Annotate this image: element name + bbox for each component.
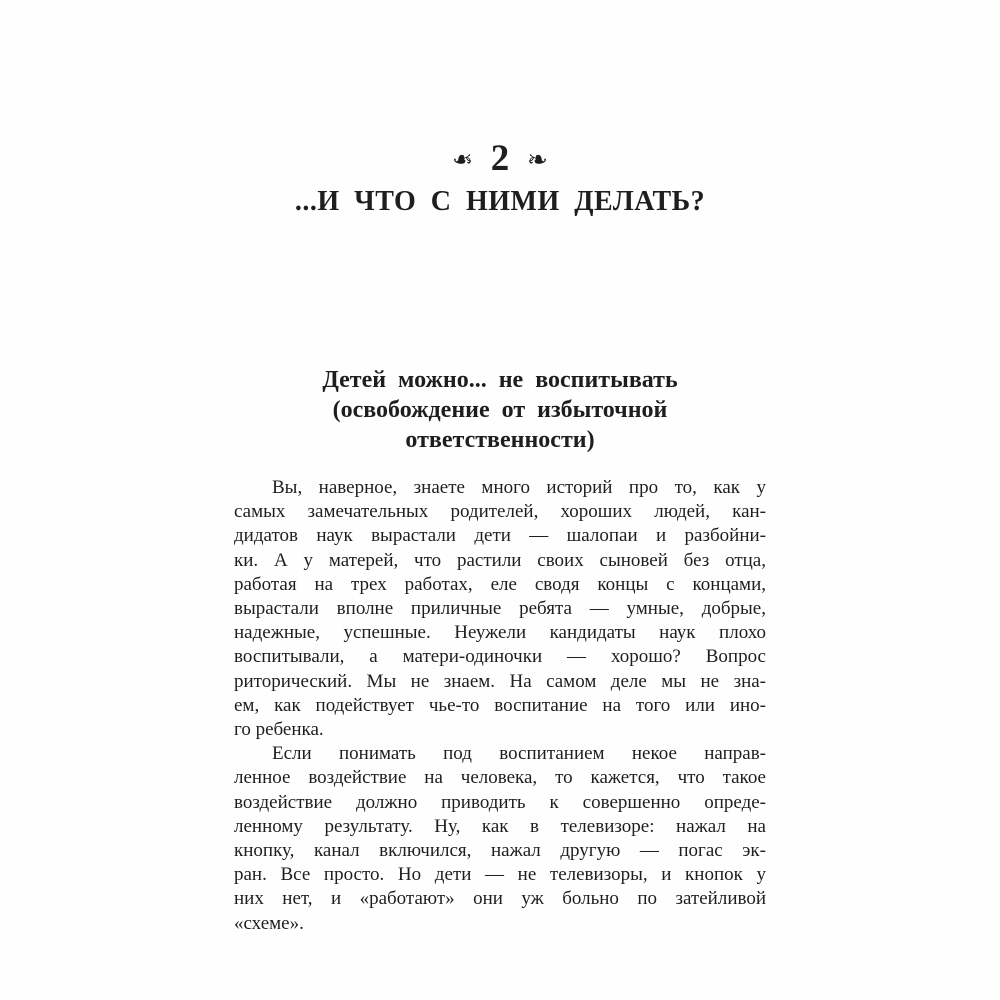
- text-line: риторический. Мы не знаем. На самом деле мы не зна-: [234, 670, 766, 692]
- section-heading: [234, 365, 766, 455]
- chapter-number: 2: [490, 138, 510, 179]
- text-line: воздействие должно приводить к совершенно опреде-: [234, 791, 766, 813]
- text-line: кнопку, канал включился, нажал другую — погас эк-: [234, 840, 766, 862]
- chapter-title: ...И ЧТО С НИМИ ДЕЛАТЬ?: [294, 186, 706, 217]
- section-heading-line: ответственности): [405, 427, 595, 453]
- text-line: надежные, успешные. Неужели кандидаты наук плохо: [234, 622, 766, 644]
- text-line: работая на трех работах, еле сводя концы с концами,: [234, 573, 766, 595]
- chapter-number-row: [0, 136, 1000, 182]
- text-line: Вы, наверное, знаете много историй про то, как у: [272, 477, 766, 498]
- text-line: Если понимать под воспитанием некое направ-: [272, 743, 766, 765]
- fleuron-right-icon: ❧: [527, 144, 549, 174]
- fleuron-left-icon: ❧: [451, 144, 473, 174]
- body-text: [234, 476, 766, 936]
- text-line: «схеме».: [234, 912, 304, 934]
- paragraph: [234, 476, 766, 742]
- paragraph: [234, 742, 766, 936]
- text-line: ем, как подействует чье-то воспитание на того или ино-: [234, 694, 766, 716]
- text-line: ленному результату. Ну, как в телевизоре: нажал на: [234, 815, 766, 837]
- section-heading-line: (освобождение от избыточной: [332, 397, 668, 423]
- text-line: ран. Все просто. Но дети — не телевизоры, и кнопок у: [234, 864, 766, 886]
- text-line: ки. А у матерей, что растили своих сыновей без отца,: [234, 549, 766, 571]
- text-line: самых замечательных родителей, хороших людей, кан-: [234, 501, 766, 523]
- text-line: дидатов наук вырастали дети — шалопаи и разбойни-: [234, 525, 766, 547]
- text-line: них нет, и «работают» они уж больно по затейливой: [234, 888, 766, 910]
- section-heading-line: Детей можно... не воспитывать: [322, 367, 678, 393]
- text-line: го ребенка.: [234, 719, 324, 741]
- text-line: вырастали вполне приличные ребята — умные, добрые,: [234, 598, 766, 620]
- chapter-header: [0, 136, 1000, 219]
- text-line: ленное воздействие на человека, то кажется, что такое: [234, 767, 766, 789]
- text-line: воспитывали, а матери-одиночки — хорошо? Вопрос: [234, 646, 766, 668]
